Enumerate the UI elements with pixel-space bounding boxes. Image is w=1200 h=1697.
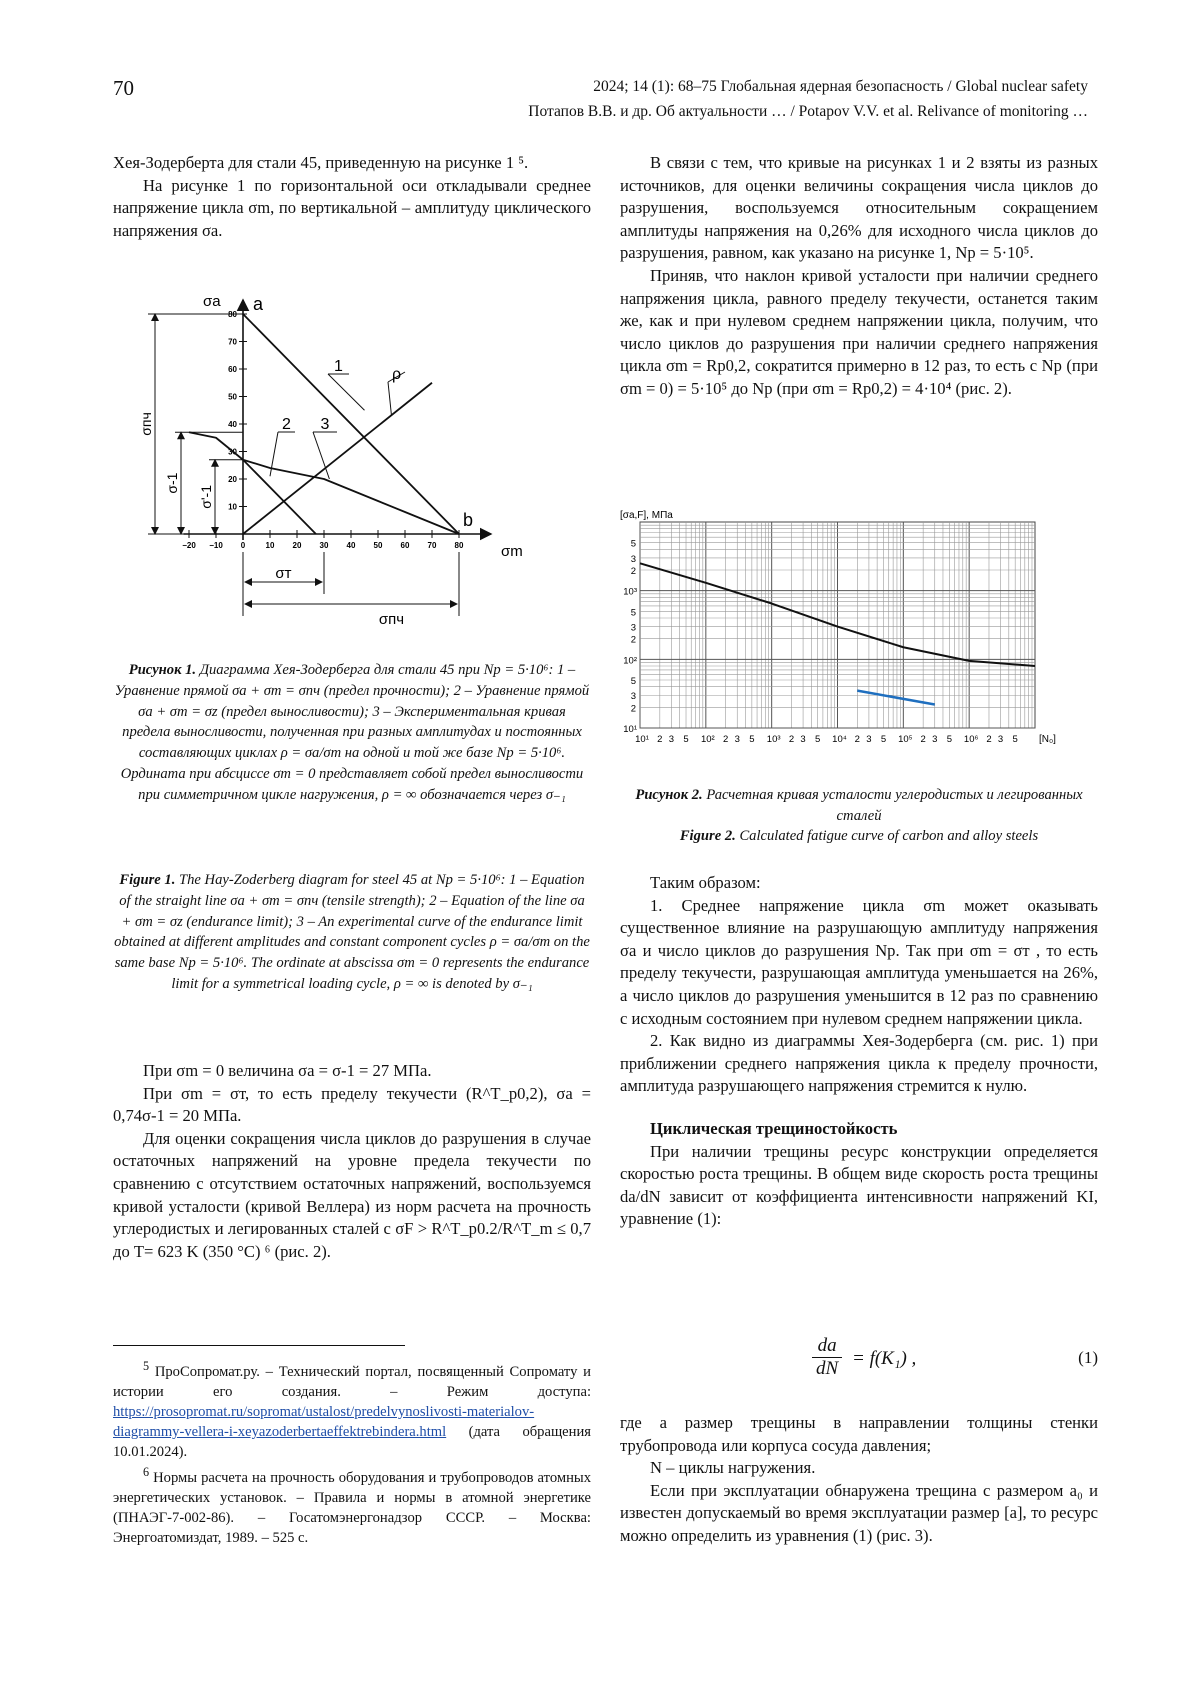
y-tick-label: 30 bbox=[228, 447, 237, 457]
footnotes bbox=[113, 1356, 591, 1548]
figure-2-grid bbox=[640, 522, 1035, 728]
curve-1-leader bbox=[328, 374, 365, 410]
x-minor-label: 3 bbox=[866, 734, 872, 745]
right-paragraph-4: 1. Среднее напряжение цикла σm может оказывать существенное влияние на разрушающую амплитуду напряжения σa и число циклов до разрушения Np. Так при σm = σт , то есть пределу текучести, разрушающая амплитуда уменьшается на 26%, а число циклов до разрушения уменьшится в 12 раз по сравнению с исходным состоянием при нулевом среднем напряжении цикла. bbox=[620, 895, 1098, 1028]
x-decade-label: 10³ bbox=[766, 734, 781, 745]
figure-1-labels bbox=[203, 293, 523, 560]
point-b-label: b bbox=[463, 510, 474, 530]
curve-2-label: 2 bbox=[282, 416, 291, 433]
y-minor-label: 5 bbox=[630, 607, 636, 619]
y-tick-label: 60 bbox=[228, 365, 237, 374]
y-decade-label: 10² bbox=[623, 655, 637, 667]
y-tick-label: 10 bbox=[228, 502, 237, 512]
x-minor-label: 5 bbox=[946, 734, 952, 745]
equation-fraction bbox=[812, 1335, 842, 1380]
right-paragraph-3: Таким образом: bbox=[650, 873, 761, 892]
left-paragraph-2: На рисунке 1 по горизонтальной оси откладывали среднее напряжение цикла σm, по вертикальной – амплитуду циклического напряжения σa. bbox=[113, 175, 591, 240]
x-tick-label: 80 bbox=[454, 541, 464, 550]
equation-1 bbox=[620, 1335, 1098, 1395]
curve-1-label: 1 bbox=[334, 358, 343, 375]
y-decade-label: 10¹ bbox=[623, 724, 637, 735]
y-axis-title: [σa,F], МПа bbox=[620, 510, 673, 521]
figure-1-caption-en-text: The Hay-Zoderberg diagram for steel 45 at Np = 5·10⁶: 1 – Equation of the straight line σa + σm = σпч (tensile strength); 2 – Equation of the line σa + σm = σz (endurance limit); 3 – An experimental curve of the endurance limit obtained at different amplitudes and constant component cycles ρ = σa/σm on the same base Np = 5·10⁶. The ordinate at abscissa σm = 0 represents the endurance limit for a symmetrical loading cycle, ρ = ∞ is denoted by σ₋₁ bbox=[114, 872, 590, 992]
x-tick-label: 60 bbox=[400, 541, 410, 550]
x-minor-label: 2 bbox=[723, 734, 729, 745]
footnote-5-link[interactable]: https://prosopromat.ru/sopromat/ustalost/predelvynoslivosti-materialov-diagrammy-vellera-i-xeyazoderbertaeffektrebindera.html bbox=[113, 1403, 535, 1440]
curve-ρ-leader bbox=[388, 382, 392, 416]
x-minor-label: 5 bbox=[815, 734, 821, 745]
right-paragraph-7: где a размер трещины в направлении толщины стенки трубопровода или корпуса сосуда давления; bbox=[620, 1413, 1098, 1455]
figure-2-ticks bbox=[623, 539, 1018, 745]
figure-1-dimensions bbox=[138, 314, 459, 628]
x-minor-label: 2 bbox=[986, 734, 992, 745]
y-minor-label: 2 bbox=[630, 703, 636, 715]
section-heading: Циклическая трещиностойкость bbox=[650, 1118, 898, 1138]
figure-2-caption-ru bbox=[620, 785, 1098, 827]
x-minor-label: 2 bbox=[657, 734, 663, 745]
right-paragraph-2: Приняв, что наклон кривой усталости при наличии среднего напряжения цикла, равного пределу текучести, останется таким же, как и при нулевом среднем напряжении цикла, получим, что число циклов до разрушения при наличии среднего напряжения цикла σm = Rp0,2, сократится примерно в 12 раз, то есть с Np (при σm = 0) = 5·10⁵ до Np (при σm = Rp0,2) = 4·10⁴ (рис. 2). bbox=[620, 265, 1098, 398]
x-minor-label: 3 bbox=[734, 734, 740, 745]
x-tick-label: 70 bbox=[427, 541, 437, 550]
x-tick-label: −10 bbox=[209, 541, 223, 550]
figure-1-caption-ru-label: Рисунок 1. bbox=[128, 662, 197, 678]
x-minor-label: 3 bbox=[668, 734, 675, 745]
dim-vertical-label-0: σпч bbox=[138, 412, 154, 436]
equation-denominator: dN bbox=[816, 1358, 839, 1379]
y-tick-label: 70 bbox=[228, 337, 237, 347]
series-2-line bbox=[243, 460, 316, 534]
x-decade-label: 10⁶ bbox=[963, 734, 979, 745]
y-minor-label: 3 bbox=[630, 553, 636, 565]
figure-1-caption-en bbox=[113, 870, 591, 995]
dim-strength-label: σпч bbox=[378, 611, 405, 628]
figure-1-haigh-diagram bbox=[113, 292, 593, 637]
figure-2-caption-en bbox=[620, 826, 1098, 847]
right-column-top bbox=[620, 152, 1098, 401]
curve-ρ-label: ρ bbox=[391, 366, 402, 383]
right-paragraph-8: N – циклы нагружения. bbox=[650, 1458, 816, 1478]
footnote-5: $^5$ ПроСопромат.ру. – Технический портал, посвященный Сопромату и истории его создания. – Режим доступа: https://prosopromat.ru/sopromat/ustalost/predelvynoslivosti-materialov-diagrammy-vellera-i-xeyazoderbertaeffektrebindera.html (дата обращения 10.01.2024). bbox=[113, 1359, 591, 1460]
left-paragraph-4: При σm = σт, то есть пределу текучести (R^T_p0,2), σa = 0,74σ-1 = 20 МПа. bbox=[113, 1083, 591, 1126]
figure-2-fatigue-curve bbox=[620, 508, 1100, 770]
y-tick-label: 40 bbox=[228, 420, 237, 429]
right-paragraph-6: При наличии трещины ресурс конструкции определяется скоростью роста трещины. В общем виде скорость роста трещины da/dN зависит от коэффициента интенсивности напряжений KI, уравнение (1): bbox=[620, 1141, 1098, 1229]
x-minor-label: 2 bbox=[788, 734, 795, 745]
y-tick-label: 50 bbox=[228, 392, 237, 402]
x-minor-label: 5 bbox=[683, 734, 689, 745]
figure-1-caption-en-label: Figure 1. bbox=[119, 872, 176, 888]
left-column-bottom bbox=[113, 1060, 591, 1263]
x-tick-label: 50 bbox=[373, 541, 383, 550]
x-decade-label: 10⁵ bbox=[898, 734, 913, 745]
series-1-line bbox=[243, 314, 459, 534]
left-paragraph-1: Хея-Зодерберта для стали 45, приведенную на рисунке 1 ⁵. bbox=[113, 153, 529, 172]
x-axis-label: σm bbox=[501, 543, 523, 560]
x-minor-label: 5 bbox=[749, 734, 755, 745]
x-minor-label: 2 bbox=[920, 734, 926, 745]
left-paragraph-5: Для оценки сокращения числа циклов до разрушения в случае остаточных напряжений на уровне предела текучести по сравнению с отсутствием остаточных напряжений, воспользуемся кривой усталости (кривой Веллера) из норм расчета на прочность углеродистых и легированных сталей с σF > R^T_p0.2/R^T_m ≤ 0,7 до T= 623 K (350 °C) ⁶ (рис. 2). bbox=[113, 1128, 591, 1261]
figure-2-caption-en-label: Figure 2. bbox=[679, 828, 736, 844]
y-decade-label: 10³ bbox=[623, 586, 637, 598]
right-paragraph-1: В связи с тем, что кривые на рисунках 1 и 2 взяты из разных источников, для оценки величины сокращения числа циклов до разрушения, воспользуемся относительным сокращением амплитуды напряжения на 0,26% для исходного числа циклов до разрушения, равном, как указано на рисунке 1, Np = 5·10⁵. bbox=[620, 153, 1098, 263]
x-tick-label: 10 bbox=[265, 541, 275, 550]
equation-label: (1) bbox=[1078, 1348, 1098, 1367]
y-minor-label: 2 bbox=[630, 634, 636, 646]
figure-2-caption-ru-text: Расчетная кривая усталости углеродистых и легированных сталей bbox=[706, 787, 1083, 824]
point-a-label: a bbox=[253, 294, 264, 314]
x-tick-label: 20 bbox=[292, 541, 302, 550]
x-axis-title: [N₀] bbox=[1039, 734, 1056, 745]
figure-1-caption-ru bbox=[113, 660, 591, 806]
left-paragraph-3: При σm = 0 величина σa = σ-1 = 27 МПа. bbox=[143, 1061, 432, 1080]
right-column-end bbox=[620, 1412, 1098, 1548]
x-tick-label: 40 bbox=[346, 541, 356, 550]
right-paragraph-5: 2. Как видно из диаграммы Хея-Зодерберга (см. рис. 1) при приближении среднего напряжения цикла к пределу прочности, амплитуда разрушающего напряжения стремится к нулю. bbox=[620, 1031, 1098, 1096]
curve-3-label: 3 bbox=[320, 416, 330, 433]
footnote-6: $^6$ Нормы расчета на прочность оборудования и трубопроводов атомных энергетических установок. – Правила и нормы в атомной энергетике (ПНАЭГ-7-002-86). – Госатомэнергонадзор СССР. – Москва: Энергоатомиздат, 1989. – 525 с. bbox=[113, 1464, 591, 1546]
x-tick-label: −20 bbox=[182, 541, 196, 550]
y-minor-label: 2 bbox=[630, 565, 636, 577]
y-minor-label: 3 bbox=[630, 691, 636, 703]
y-tick-label: 20 bbox=[228, 475, 237, 484]
right-paragraph-9: Если при эксплуатации обнаружена трещина с размером a₀ и известен допускаемый во время эксплуатации размер [a], то ресурс можно определить из уравнения (1) (рис. 3). bbox=[620, 1480, 1098, 1545]
running-header-article: Потапов В.В. и др. Об актуальности … / Potapov V.V. et al. Relivance of monitoring … bbox=[528, 103, 1088, 120]
equation-rhs: = f(K₁) , bbox=[852, 1348, 917, 1369]
x-minor-label: 2 bbox=[854, 734, 860, 745]
footnote-separator bbox=[113, 1345, 405, 1346]
dim-yield-label: σт bbox=[275, 565, 292, 582]
right-column-bottom bbox=[620, 872, 1098, 1231]
y-tick-label: 80 bbox=[228, 310, 237, 319]
y-minor-label: 5 bbox=[630, 538, 636, 550]
x-minor-label: 3 bbox=[800, 734, 806, 745]
x-minor-label: 5 bbox=[880, 734, 887, 745]
x-minor-label: 3 bbox=[932, 734, 938, 745]
page-number: 70 bbox=[113, 76, 134, 100]
figure-2-caption-ru-label: Рисунок 2. bbox=[635, 787, 703, 803]
x-tick-label: 30 bbox=[319, 541, 329, 550]
figure-2-caption-en-text: Calculated fatigue curve of carbon and alloy steels bbox=[739, 828, 1039, 844]
left-column-top bbox=[113, 152, 591, 242]
x-decade-label: 10² bbox=[700, 734, 715, 745]
y-minor-label: 5 bbox=[630, 676, 636, 688]
x-minor-label: 5 bbox=[1012, 734, 1018, 745]
y-minor-label: 3 bbox=[630, 622, 636, 634]
dim-vertical-label-1: σ-1 bbox=[164, 472, 180, 494]
equation-numerator: da bbox=[812, 1335, 842, 1358]
dim-vertical-label-2: σ'-1 bbox=[198, 484, 214, 509]
running-header-journal: 2024; 14 (1): 68–75 Глобальная ядерная безопасность / Global nuclear safety bbox=[593, 78, 1088, 95]
y-axis-label: σa bbox=[203, 293, 221, 310]
x-minor-label: 3 bbox=[997, 734, 1004, 745]
figure-1-caption-ru-text: Диаграмма Хея-Зодерберга для стали 45 при Nр = 5·10⁶: 1 – Уравнение прямой σa + σm = σпч (предел прочности); 2 – Уравнение прямой σa + σm = σz (предел выносливости); 3 – Экспериментальная кривая предела выносливости, полученная при разных амплитудах и постоянных составляющих циклах ρ = σa/σm на одной и той же базе Nр = 5·10⁶. Ордината при абсциссе σm = 0 представляет собой предел выносливости при симметричном цикле нагружения, ρ = ∞ обозначается через σ₋₁ bbox=[114, 662, 590, 803]
x-tick-label: 0 bbox=[240, 541, 246, 550]
x-decade-label: 10¹ bbox=[635, 734, 649, 745]
x-decade-label: 10⁴ bbox=[832, 734, 847, 745]
